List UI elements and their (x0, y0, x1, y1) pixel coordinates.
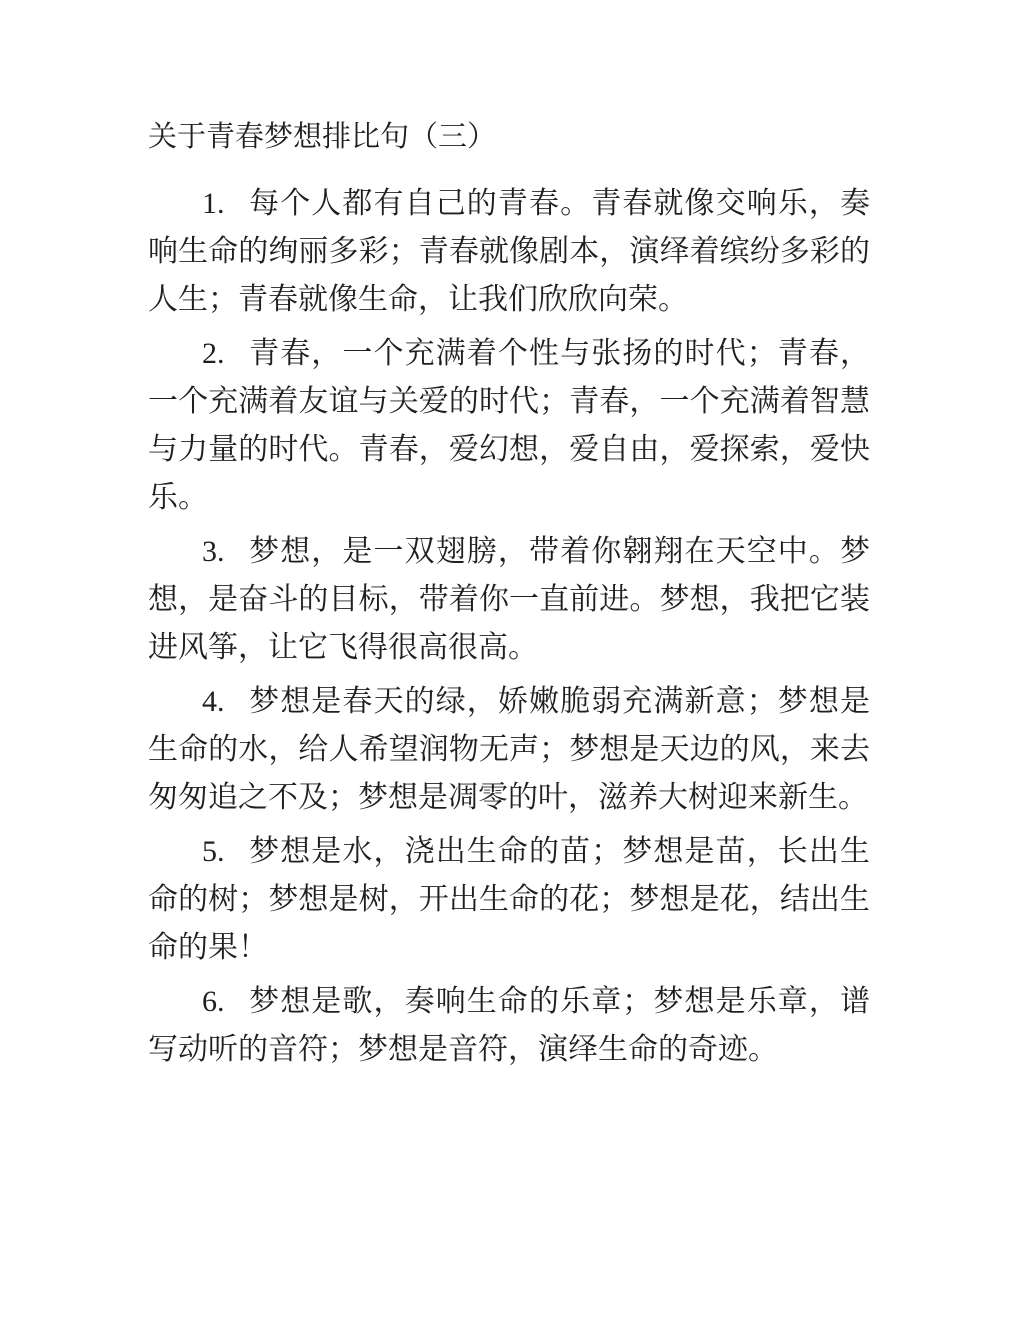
paragraph-4-number: 4. (202, 685, 225, 718)
paragraph-3-number: 3. (202, 535, 225, 568)
paragraph-6-text: 梦想是歌，奏响生命的乐章；梦想是乐章，谱写动听的音符；梦想是音符，演绎生命的奇迹。 (148, 985, 870, 1066)
paragraph-3 (148, 528, 870, 672)
paragraph-6 (148, 978, 870, 1074)
paragraph-5-text: 梦想是水，浇出生命的苗；梦想是苗，长出生命的树；梦想是树，开出生命的花；梦想是花，结出生命的果！ (148, 835, 870, 964)
paragraph-4-text: 梦想是春天的绿，娇嫩脆弱充满新意；梦想是生命的水，给人希望润物无声；梦想是天边的风，来去匆匆追之不及；梦想是凋零的叶，滋养大树迎来新生。 (148, 685, 870, 814)
paragraph-3-text: 梦想，是一双翅膀，带着你翱翔在天空中。梦想，是奋斗的目标，带着你一直前进。梦想，我把它装进风筝，让它飞得很高很高。 (148, 535, 870, 664)
paragraph-4 (148, 678, 870, 822)
page-title: 关于青春梦想排比句（三） (148, 121, 497, 153)
document-body (148, 113, 870, 1080)
paragraph-2-text: 青春，一个充满着个性与张扬的时代；青春，一个充满着友谊与关爱的时代；青春，一个充满着智慧与力量的时代。青春，爱幻想，爱自由，爱探索，爱快乐。 (148, 337, 870, 514)
paragraph-6-number: 6. (202, 985, 225, 1018)
paragraph-5-number: 5. (202, 835, 225, 868)
paragraph-1-text: 每个人都有自己的青春。青春就像交响乐，奏响生命的绚丽多彩；青春就像剧本，演绎着缤纷多彩的人生；青春就像生命，让我们欣欣向荣。 (148, 187, 870, 316)
paragraph-1-number: 1. (202, 187, 225, 220)
paragraph-2-number: 2. (202, 337, 225, 370)
paragraph-2 (148, 330, 870, 522)
paragraph-5 (148, 828, 870, 972)
paragraph-1 (148, 180, 870, 324)
